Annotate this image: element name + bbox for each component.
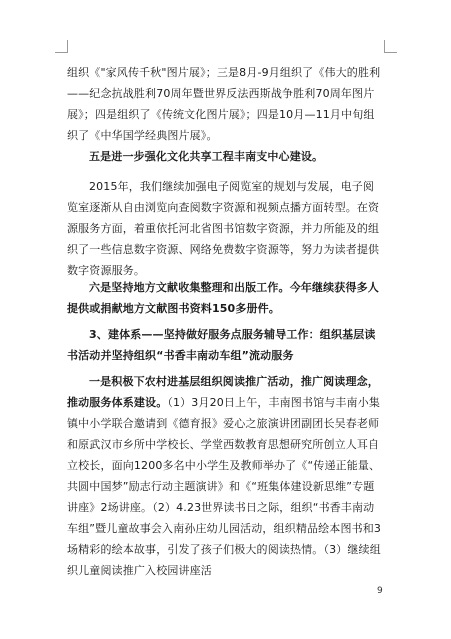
- paragraph-reading-promotion-body: （1）3月20日上午，丰南图书馆与丰南小集镇中小学联合邀请到《德育报》爱心之旅演讲团副团长吴春老师和原武汉市乡所中学校长、学堂西数教育思想研究所创立人耳自立校长，面向1200多名中小学生及教师举办了《“传递正能量、共圆中国梦”励志行动主题演讲》和《“班集体建设新思维”专题讲座》2场讲座。（2）4.23世界读书日之际，组织“书香丰南动车组”暨儿童故事会入南孙庄幼儿园活动，组织精品绘本图书和3场精彩的绘本故事，引发了孩子们极大的阅读热情。（3）继续组织儿童阅读推广入校园讲座活: [67, 396, 382, 577]
- paragraph-exhibitions: 组织《"家风传千秋"图片展》；三是8月-9月组织了《伟大的胜利——纪念抗战胜利70周年暨世界反法西斯战争胜利70周年图片展》；四是组织了《传统文化图片展》；四是10月—11月中旬组织了《中华国学经典图片展》。: [67, 66, 381, 142]
- paragraph-local-literature: [67, 277, 385, 319]
- page-number: 9: [377, 586, 383, 596]
- body-text: [67, 324, 385, 366]
- crop-mark-top-right: [384, 40, 397, 53]
- body-text: [67, 146, 385, 167]
- paragraph-electronic-reading: 2015年，我们继续加强电子阅览室的规划与发展，电子阅览室逐渐从自由浏览向查阅数字资源和视频点播方面转型。在资源服务方面，着重依托河北省图书馆数字资源，并力所能及的组织了一些信息数字资源、网络免费数字资源等，努力为读者提供数字资源服务。: [67, 180, 380, 277]
- heading-local-literature: 六是坚持地方文献收集整理和出版工作。今年继续获得多人提供或捐献地方文献图书资料150多册件。: [67, 281, 379, 315]
- crop-mark-top-left: [55, 40, 68, 53]
- body-text: [67, 371, 385, 581]
- body-text: [67, 277, 385, 319]
- body-text: [67, 176, 385, 281]
- body-text: [67, 62, 385, 146]
- heading-culture-sharing: 五是进一步强化文化共享工程丰南支中心建设。: [89, 150, 324, 163]
- heading-reading-promotion: 一是积极下农村进基层组织阅读推广活动，推广阅读理念，推动服务体系建设。: [67, 375, 379, 409]
- paragraph-reading-promotion: [67, 371, 385, 581]
- heading-section-3: 3、建体系——坚持做好服务点服务辅导工作：组织基层读书活动并坚持组织“书香丰南动车组”流动服务: [67, 328, 376, 362]
